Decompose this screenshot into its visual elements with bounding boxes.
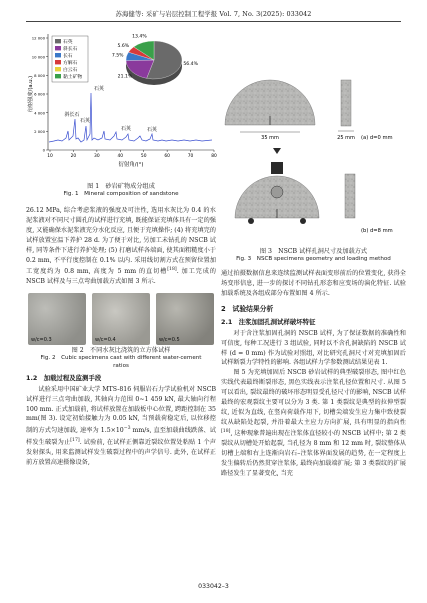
peak-label: 石英: [93, 86, 105, 92]
pie-label: 21.1%: [117, 74, 133, 80]
pie-label: 7.5%: [111, 53, 124, 59]
y-tick-label: 10 000: [31, 54, 45, 60]
y-axis-label: 衍射强度/(a.u.): [28, 75, 34, 113]
legend-swatch: [55, 39, 61, 43]
caption-cn: 图 1 砂岩矿物成分组成: [87, 183, 155, 190]
loading-bar: [271, 162, 283, 174]
specimen-side: [345, 174, 355, 218]
load-arrow: [273, 148, 281, 154]
figure-2: [26, 293, 216, 370]
left-column: [26, 30, 216, 468]
right-column: [221, 30, 406, 479]
section-2-1-heading: 2.1 注浆加固孔洞试样破坏特征: [221, 317, 316, 326]
figure-3-caption: 图 3 NSCB 试样孔洞尺寸及加载方式 Fig. 3 NSCB specimens geometry and loading method: [236, 248, 391, 263]
x-tick-label: 20: [70, 154, 77, 159]
peak-label: 斜长石: [64, 112, 80, 118]
cube-specimen: w/c=0.4: [92, 293, 150, 345]
support-roller: [300, 218, 306, 224]
y-tick-label: 6 000: [34, 91, 45, 97]
dimension-label: 25 mm: [337, 135, 355, 141]
cube-specimen: w/c=0.5: [156, 293, 214, 345]
specimen-side: [341, 80, 351, 126]
grout-hole: [271, 186, 283, 198]
page-number: 033042–3: [198, 583, 229, 590]
x-tick-label: 50: [140, 154, 147, 159]
peak-label: 石英: [79, 118, 91, 124]
peak-label: 石英: [120, 126, 132, 132]
figure-1-caption: [26, 183, 216, 198]
paragraph-method: 26.12 MPa, 综合考虑浆液的强度及可注性, 选用水灰比为 0.4 的水泥浆液对不同尺寸圆孔的试样进行充填, 既能保证充填体具有一定的强度, 又能确保水泥浆液充分水化反应, 且便于充填操作; (4) 将充填完的试样放置室温下养护 28 d. 为了便于对比, 另加工未钻孔的 NSCB 试样, 同等条件下进行养护处理; (5) 打磨试样各端面, 使其面粗糙度小于 0.2 mm, 不平行度控制在 0.1% 以内. 采用线切割方式在预留位置加工宽度约为 0.8 mm, 高度为 5 mm 的直切槽[18]. 加工完成的 NSCB 试样及与三点弯曲加载方式如图 3 所示.: [26, 207, 216, 286]
paragraph-monitoring: 通过拍摄数据信息来连续监测试样表面变形前后的位置变化, 获得全场变形信息, 进一步的探讨不同钻孔形态和应变场的演化特征. 试验加载系统及各组成部分布置如图 4 所示.: [221, 270, 406, 298]
header-text: 苏海健等: 采矿与岩层控制工程学报 Vol. 7, No. 3(2025): 033042: [115, 10, 312, 18]
figure-3: [221, 30, 406, 250]
legend-label: 方解石: [63, 60, 78, 66]
subfigure-label: (b) d=8 mm: [361, 228, 393, 234]
legend-swatch: [55, 60, 61, 64]
figure-2-caption: 图 2 不同水灰比浇筑的立方体试样 Fig. 2 Cubic specimens cast with different water-cement ratios: [40, 347, 202, 369]
legend-label: 黏土矿物: [63, 74, 83, 80]
paragraph-groups: 对于含注浆加固孔洞的 NSCB 试样, 为了保证数据的准确性和可信度, 每种工况进行 3 组试验, 同时以不含孔洞缺陷的 NSCB 试样 (d = 0 mm) 作为试验对照组, 对比研究孔洞尺寸对充填加固后试样断裂力学特性的影响. 各组试样力学参数测试结果见表 1.: [221, 329, 406, 367]
paragraph-loading: 试验采用中国矿业大学 MTS-816 伺服岩石力学试验机对 NSCB 试样进行三点弯曲加载, 其轴向力范围 0~1 459 kN, 最大轴向行程 100 mm. 正式加载前, 将试样放置在加载板中心位置, 跨距控制在 35 mm(图 3). 设定初始接触力为 0.05 kN, 当预载荷稳定后, 以位移控制的方式匀速加载, 速率为 $1.5\times 10^{-3}$ mm/s, 直至加载曲线跌落、试样发生破裂为止[17]. 试验前, 在试样正侧靠近裂纹位置处粘贴 1 个声发射探头, 用来监测试样发生破裂过程中的声学信号. 此外, 在试样正前方放置高速摄像设备,: [26, 385, 216, 466]
paragraph-failure: 图 5 为充填加固后 NSCB 砂岩试样的典型破裂形态, 图中红色实线代表最终断裂形态, 黑色实线表示注浆孔径位置和尺寸. 从图 5 可以看出, 裂纹最终的破坏形态明显受孔径尺寸的影响, NSCB 试样最终的宏观裂纹主要可以分为 3 类. 第 1 类裂纹是典型的拉伸型裂纹, 近似为直线, 在竖向荷载作用下, 切槽尖端发生应力集中致使裂纹从缺陷处起裂, 并沿着最大主应力方向扩展, 具有明显的指向性[18], 这种现象普遍出现在注浆体直径较小的 NSCB 试样中; 第 2 类裂纹从切槽处开始起裂, 当孔径为 8 mm 和 12 mm 时, 裂纹整体从切槽上端和右上连渐向岩石–注浆体界面发展的趋势, 在一定程度上发生偏转后仍然贯穿注浆体, 最终向加载端扩展; 第 3 类裂纹的扩展路径发生了显著变化, 当充: [221, 369, 406, 477]
xrd-chart: [26, 30, 216, 182]
y-tick-label: 0: [42, 147, 45, 153]
legend-label: 白云石: [63, 67, 78, 73]
y-tick-label: 4 000: [34, 110, 45, 116]
x-tick-label: 40: [117, 154, 124, 159]
header-rule: [26, 21, 401, 22]
x-tick-label: 10: [47, 154, 53, 159]
legend-label: 石英: [63, 39, 73, 45]
legend-label: 斜长石: [63, 46, 78, 52]
x-axis-label: 衍射角/(°): [118, 162, 144, 168]
legend: [52, 36, 88, 82]
legend-swatch: [55, 46, 61, 50]
y-tick-label: 2 000: [34, 128, 45, 134]
subfigure-label: (a) d=0 mm: [361, 135, 393, 141]
section-1-2-heading: 1.2 加载过程及监测手段: [26, 373, 102, 382]
x-tick-label: 60: [164, 154, 170, 159]
section-2-heading: 2 试验结果分析: [221, 304, 274, 313]
cube-specimen: w/c=0.3: [28, 293, 86, 345]
legend-label: 长石: [63, 53, 73, 59]
figure-1: [26, 30, 216, 182]
y-tick-label: 12 000: [31, 35, 45, 41]
nscb-geometry: [221, 30, 406, 250]
y-tick-label: 8 000: [34, 72, 45, 78]
legend-swatch: [55, 74, 61, 78]
pie-label: 5.6%: [117, 44, 130, 50]
x-tick-label: 70: [187, 154, 194, 159]
caption-en: Fig. 1 Mineral composition of sandstone: [63, 191, 179, 198]
x-tick-label: 80: [211, 154, 217, 159]
pie-label: 56.4%: [183, 62, 198, 68]
x-tick-label: 30: [94, 154, 100, 159]
pie-label: 13.4%: [132, 34, 147, 40]
support-roller: [248, 218, 254, 224]
legend-swatch: [55, 67, 61, 71]
peak-label: 石英: [146, 127, 158, 133]
dimension-label: 35 mm: [261, 135, 279, 141]
legend-swatch: [55, 53, 61, 57]
